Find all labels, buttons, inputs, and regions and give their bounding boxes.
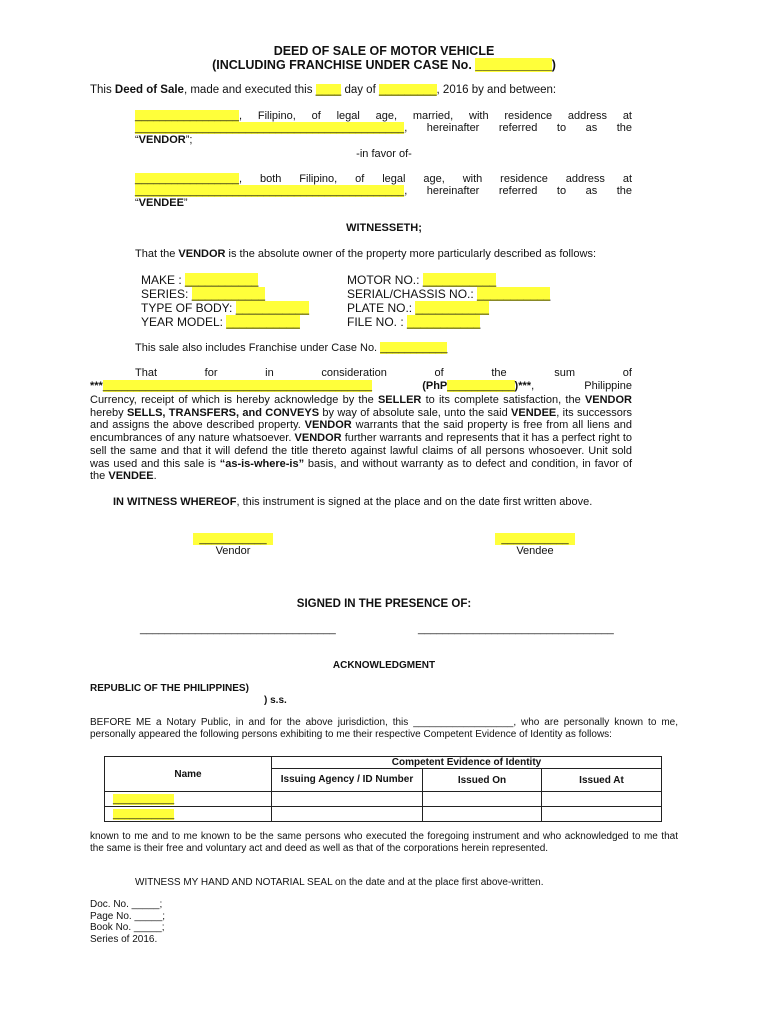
witness-line-2[interactable]: ________________________________: [418, 623, 614, 635]
franchise-line: This sale also includes Franchise under Case No. ___________: [135, 342, 448, 354]
body-type-field: TYPE OF BODY: ___________: [141, 301, 310, 315]
day-blank[interactable]: ____: [315, 84, 342, 96]
month-blank[interactable]: _________: [378, 84, 437, 96]
evidence-table: [104, 756, 662, 822]
before-me-paragraph: BEFORE ME a Notary Public, in and for the above jurisdiction, this __________________, who are personally known to me, personally appeared the following persons exhibiting to me their respective Competent Evidence of Identity as follows:: [90, 717, 678, 740]
vendee-signature-blank[interactable]: ___________: [495, 533, 575, 545]
plate-no-field: PLATE NO.: ___________: [347, 301, 489, 315]
acknowledgment-heading: ACKNOWLEDGMENT: [332, 660, 436, 671]
vendor-signature-label: Vendor: [215, 545, 251, 557]
vendor-signature: [193, 533, 273, 557]
vendor-signature-blank[interactable]: ___________: [193, 533, 273, 545]
intro-line: This Deed of Sale, made and executed this ____ day of _________, 2016 by and between:: [90, 84, 557, 96]
file-no-field: FILE NO. : ___________: [347, 315, 481, 329]
row1-name-blank[interactable]: ___________: [113, 793, 175, 805]
row2-agency-cell[interactable]: [272, 807, 423, 822]
vendee-signature-label: Vendee: [516, 545, 554, 557]
row1-issued-on-cell[interactable]: [423, 792, 542, 807]
vendor-line-1: _________________, Filipino, of legal age, married, with residence address at: [135, 110, 632, 122]
witness-whereof: IN WITNESS WHEREOF, this instrument is signed at the place and on the date first written above.: [113, 496, 593, 508]
vendor-role-label: “VENDOR”;: [135, 134, 193, 146]
known-paragraph: known to me and to me known to be the same persons who executed the foregoing instrument and who acknowledged to me that the same is their free and voluntary act and deed as well as that of the corporations herein represented.: [90, 831, 678, 854]
book-no: Book No. _____;: [90, 922, 165, 933]
row2-issued-on-cell[interactable]: [423, 807, 542, 822]
body-type-blank[interactable]: ___________: [235, 301, 310, 315]
doc-entries: [90, 899, 165, 945]
file-no-blank[interactable]: ___________: [407, 315, 481, 329]
series-blank[interactable]: ___________: [191, 287, 266, 301]
series-field: SERIES: ___________: [141, 287, 266, 301]
table-row: [105, 792, 662, 807]
witnesseth-heading: WITNESSETH;: [346, 222, 422, 234]
amount-php-blank[interactable]: ___________: [447, 380, 515, 392]
row1-issued-at-cell[interactable]: [542, 792, 662, 807]
chassis-no-field: SERIAL/CHASSIS NO.: ___________: [347, 287, 551, 301]
document-title: DEED OF SALE OF MOTOR VEHICLE: [273, 44, 495, 58]
witness-line-1[interactable]: ________________________________: [140, 623, 336, 635]
vendor-address-blank[interactable]: ____________________________________________: [135, 122, 405, 134]
motor-no-blank[interactable]: ___________: [422, 273, 497, 287]
ss-label: ) s.s.: [264, 695, 287, 706]
signed-presence-heading: SIGNED IN THE PRESENCE OF:: [296, 598, 472, 610]
document-subtitle: (INCLUDING FRANCHISE UNDER CASE No. ___________): [212, 58, 556, 72]
col-name-header: Name: [105, 757, 272, 792]
row2-name-blank[interactable]: ___________: [113, 808, 175, 820]
republic-label: REPUBLIC OF THE PHILIPPINES): [90, 683, 249, 694]
vendee-signature: [495, 533, 575, 557]
case-no-blank[interactable]: ___________: [475, 58, 552, 72]
franchise-case-blank[interactable]: ___________: [380, 342, 448, 354]
series-year: Series of 2016.: [90, 933, 158, 945]
motor-no-field: MOTOR NO.: ___________: [347, 273, 497, 287]
vendee-name-blank[interactable]: _________________: [135, 173, 240, 185]
plate-no-blank[interactable]: ___________: [415, 301, 489, 315]
col-issued-on-header: Issued On: [423, 769, 542, 792]
page-no: Page No. _____;: [90, 910, 166, 922]
doc-no: Doc. No. _____;: [90, 899, 163, 910]
notarial-seal-line: WITNESS MY HAND AND NOTARIAL SEAL on the date and at the place first above-written.: [135, 877, 544, 888]
year-model-field: YEAR MODEL: ___________: [141, 315, 300, 329]
evidence-group-header: Competent Evidence of Identity: [272, 757, 662, 769]
chassis-no-blank[interactable]: ___________: [477, 287, 551, 301]
owner-statement: That the VENDOR is the absolute owner of the property more particularly described as follows:: [135, 248, 596, 260]
vendee-role-label: “VENDEE”: [135, 197, 188, 209]
vendor-line-2: ____________________________________________, hereinafter referred to as the: [135, 122, 632, 134]
make-field: MAKE : ___________: [141, 273, 259, 287]
make-blank[interactable]: ___________: [185, 273, 259, 287]
amount-words-blank[interactable]: ____________________________________________: [102, 380, 373, 392]
consideration-line-2: ***____________________________________________ (PhP___________)***, Philippine: [90, 380, 632, 392]
vendee-address-blank[interactable]: ____________________________________________: [135, 185, 405, 197]
consideration-line-1: That for in consideration of the sum of: [135, 367, 632, 379]
col-issued-at-header: Issued At: [542, 769, 662, 792]
vendee-line-1: _________________, both Filipino, of legal age, with residence address at: [135, 173, 632, 185]
year-model-blank[interactable]: ___________: [226, 315, 300, 329]
row2-issued-at-cell[interactable]: [542, 807, 662, 822]
col-agency-header: Issuing Agency / ID Number: [272, 769, 423, 792]
in-favor-of: -in favor of-: [356, 148, 412, 160]
table-row: [105, 807, 662, 822]
vendor-name-blank[interactable]: _________________: [135, 110, 240, 122]
vendee-line-2: ____________________________________________, hereinafter referred to as the: [135, 185, 632, 197]
consideration-body: Currency, receipt of which is hereby acknowledge by the SELLER to its complete satisfaction, the VENDOR hereby SELLS, TRANSFERS, and CONVEYS by way of absolute sale, unto the said VENDEE, its successors and assigns the above described property. VENDOR warrants that the said property is free from all liens and encumbrances of any nature whatsoever. VENDOR further warrants and represents that it has a perfect right to sell the same and that it will defend the title thereto against lawful claims of all persons whosoever. Unit sold was used and this sale is “as-is-where-is” basis, and without warranty as to defect and condition, in favor of the VENDEE.: [90, 394, 632, 483]
row1-agency-cell[interactable]: [272, 792, 423, 807]
